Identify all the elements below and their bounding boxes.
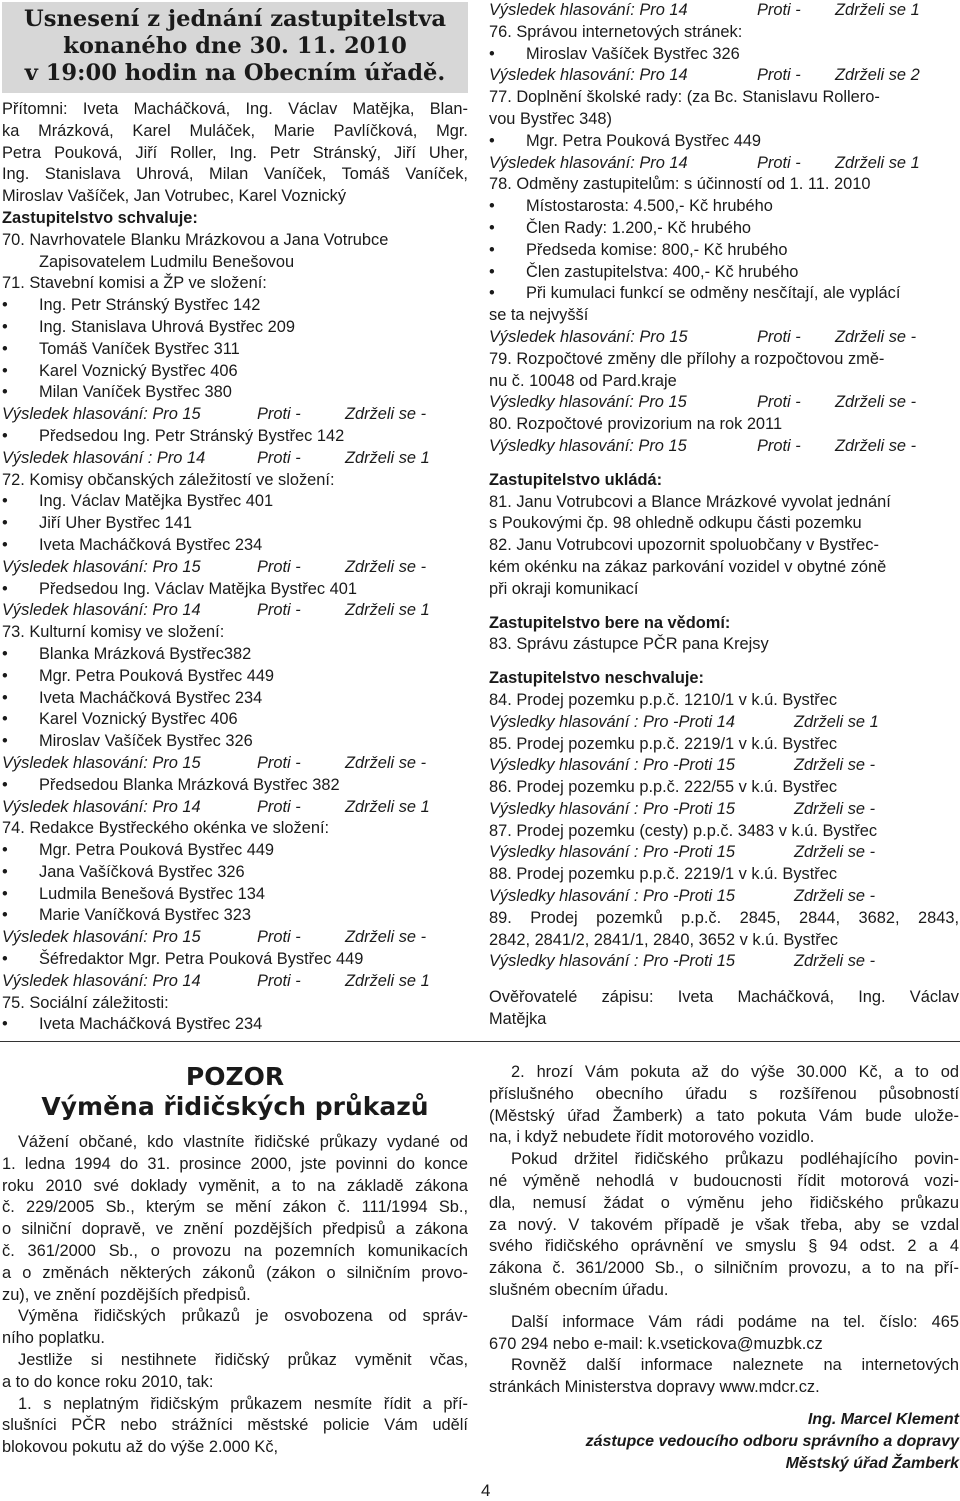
item-82-cont: při okraji komunikací: [489, 579, 639, 598]
item-85: 85. Prodej pozemku p.p.č. 2219/1 v k.ú. Bystřec: [489, 734, 838, 753]
vote-abstain: Zdrželi se 1: [345, 448, 430, 467]
vote-abstain: Zdrželi se -: [794, 843, 876, 862]
verifiers-cont: Matějka: [489, 1010, 547, 1029]
notice-line: slušném obecním úřadu.: [489, 1280, 669, 1299]
vote-against: Proti -: [257, 797, 301, 816]
signature-office: Městský úřad Žamberk: [785, 1454, 959, 1472]
item-87: 87. Prodej pozemku (cesty) p.p.č. 3483 v k.ú. Bystřec: [489, 821, 878, 840]
imposes-heading: Zastupitelstvo ukládá:: [489, 470, 663, 489]
notice-line: (Městský úřad Žamberk) a tato pokuta Vám bude ulože-: [489, 1106, 959, 1125]
notice-line: stránkách Ministerstva dopravy www.mdcr.cz.: [489, 1378, 820, 1397]
vote-abstain: Zdrželi se -: [794, 887, 876, 906]
vote-abstain: Zdrželi se 1: [835, 153, 920, 172]
vote-abstain: Zdrželi se -: [345, 405, 427, 424]
notice-line: Vážení občané, kdo vlastníte řidičské průkazy vydané od: [18, 1133, 468, 1151]
list-item: • Místostarosta: 4.500,- Kč hrubého: [489, 196, 959, 218]
notice-line: č. 361/2000 Sb., o provozu na pozemních komunikacích: [2, 1241, 468, 1260]
notice-line: Jestliže si nestihnete řidičský průkaz vyměnit včas,: [18, 1350, 468, 1369]
present-line: Ing. Stanislava Uhrová, Milan Vaníček, Tomáš Vaníček,: [2, 165, 468, 184]
notice-line: slušníci PČR nebo strážníci městské policie Vám udělí: [2, 1416, 468, 1435]
list-item: • Miroslav Vašíček Bystřec 326: [2, 731, 468, 753]
notice-heading: POZOR: [185, 1062, 285, 1091]
list-item: • Miroslav Vašíček Bystřec 326: [489, 44, 959, 66]
vote-result: [489, 65, 959, 87]
list-item: • Předsedou Ing. Václav Matějka Bystřec 401: [2, 579, 468, 601]
vote-for: Výsledek hlasování: Pro 15: [2, 753, 201, 772]
list-item: • Ing. Václav Matějka Bystřec 401: [2, 491, 468, 513]
title-line: konaného dne 30. 11. 2010: [63, 33, 407, 59]
vote-for: Výsledek hlasování: Pro 15: [489, 327, 688, 346]
item-72: 72. Komisy občanských záležitostí ve složení:: [2, 470, 335, 489]
notice-subheading: Výměna řidičských průkazů: [41, 1092, 429, 1121]
list-item: • Jana Vašíčková Bystřec 326: [2, 862, 468, 884]
notice-line: Rovněž další informace naleznete na internetových: [511, 1356, 959, 1375]
title-line: Usnesení z jednání zastupitelstva: [24, 6, 446, 32]
signature-name: Ing. Marcel Klement: [807, 1410, 959, 1428]
item-75: 75. Sociální záležitosti:: [2, 993, 169, 1012]
notice-line: Výměna řidičských průkazů je osvobozena od správ-: [18, 1307, 468, 1326]
list-item: • Blanka Mrázková Bystřec382: [2, 644, 468, 666]
list-item: • Marie Vaníčková Bystřec 323: [2, 905, 468, 927]
vote-for: Výsledek hlasování: Pro 15: [2, 928, 201, 947]
vote-for: Výsledek hlasování: Pro 15: [2, 557, 201, 576]
vote-for: Výsledek hlasování: Pro 14: [489, 153, 688, 172]
notice-line: ního poplatku.: [2, 1329, 105, 1348]
vote-abstain: Zdrželi se 1: [345, 797, 430, 816]
vote-against: Proti -: [257, 557, 301, 576]
vote-for: Výsledky hlasování : Pro -Proti 15: [489, 952, 735, 971]
vote-result: [2, 557, 468, 579]
list-item: • Mgr. Petra Pouková Bystřec 449: [2, 840, 468, 862]
list-item: • Milan Vaníček Bystřec 380: [2, 382, 468, 404]
signature-role: zástupce vedoucího odboru správního a dopravy: [585, 1432, 959, 1450]
notice-line: né výměně nehodlá v budoucnosti řídit motorová vozi-: [489, 1171, 959, 1190]
list-item: • Při kumulaci funkcí se odměny nesčítají, ale vyplácí: [489, 283, 959, 305]
vote-result: [489, 153, 959, 175]
right-column: [489, 0, 959, 1031]
list-item: • Člen Rady: 1.200,- Kč hrubého: [489, 218, 959, 240]
list-item: • Šéfredaktor Mgr. Petra Pouková Bystřec 449: [2, 949, 468, 971]
list-item: • Ludmila Benešová Bystřec 134: [2, 884, 468, 906]
vote-for: Výsledek hlasování: Pro 14: [489, 66, 688, 85]
vote-result: [2, 971, 468, 993]
vote-for: Výsledek hlasování : Pro 14: [2, 448, 206, 467]
notice-line: 1. ledna 1994 do 31. prosince 2000, jste povinni do konce: [2, 1154, 468, 1173]
left-column: [2, 2, 468, 1036]
list-item: • Předsedou Ing. Petr Stránský Bystřec 142: [2, 426, 468, 448]
vote-result: [2, 797, 468, 819]
vote-abstain: Zdrželi se 1: [345, 601, 430, 620]
notice-line: Další informace Vám rádi podáme na tel. číslo: 465: [511, 1312, 959, 1331]
vote-against: Proti -: [757, 327, 801, 346]
vote-abstain: Zdrželi se -: [835, 436, 917, 455]
notice-line: č. 229/2005 Sb., kterým se mění zákon č. 111/1994 Sb.,: [2, 1198, 468, 1217]
item-89-cont: 2842, 2841/2, 2841/1, 2840, 3652 v k.ú. Bystřec: [489, 930, 839, 949]
notice-line: na, i když nebudete řídit motorového vozidlo.: [489, 1128, 815, 1147]
item-77: 77. Doplnění školské rady: (za Bc. Stanislavu Rollero-: [489, 88, 880, 107]
item-89: 89. Prodej pozemků p.p.č. 2845, 2844, 3682, 2843,: [489, 908, 959, 927]
present-line: ka Mrázková, Karel Muláček, Marie Pavlíčková, Mgr.: [2, 121, 468, 140]
vote-for: Výsledky hlasování : Pro -Proti 15: [489, 887, 735, 906]
vote-against: Proti -: [257, 971, 301, 990]
list-item: • Tomáš Vaníček Bystřec 311: [2, 339, 468, 361]
vote-against: Proti -: [257, 405, 301, 424]
list-item: • Člen zastupitelstva: 400,- Kč hrubého: [489, 262, 959, 284]
notice-line: příslušného obecního úřadu s rozšířenou působností: [489, 1084, 959, 1103]
list-item: • Ing. Petr Stránský Bystřec 142: [2, 295, 468, 317]
list-item: • Iveta Macháčková Bystřec 234: [2, 535, 468, 557]
list-item: • Iveta Macháčková Bystřec 234: [2, 688, 468, 710]
vote-result: [489, 842, 959, 864]
vote-abstain: Zdrželi se -: [835, 393, 917, 412]
item-81: 81. Janu Votrubcovi a Blance Mrázkové vyvolat jednání: [489, 492, 891, 511]
vote-result: [2, 927, 468, 949]
item-82: 82. Janu Votrubcovi upozornit spoluobčany v Bystřec-: [489, 536, 879, 555]
present-line: Přítomni: Iveta Macháčková, Ing. Václav Matějka, Blan-: [2, 100, 468, 118]
vote-for: Výsledek hlasování: Pro 14: [2, 797, 201, 816]
vote-result: [489, 436, 959, 458]
section-divider: [0, 1041, 960, 1042]
notice-line: Pokud držitel řidičského průkazu podléhajícího povin-: [511, 1150, 959, 1169]
vote-result: [489, 886, 959, 908]
present-line: Petra Pouková, Jiří Roller, Ing. Petr Stránský, Jiří Uher,: [2, 143, 468, 162]
item-79-cont: nu č. 10048 od Pard.kraje: [489, 371, 677, 390]
notice-line: a o změnách některých zákonů (zákon o silničním provo-: [2, 1263, 468, 1282]
vote-against: Proti -: [757, 153, 801, 172]
present-line: Miroslav Vašíček, Jan Votrubec, Karel Voznický: [2, 187, 347, 206]
list-item: • Karel Voznický Bystřec 406: [2, 361, 468, 383]
vote-for: Výsledek hlasování: Pro 14: [2, 601, 201, 620]
item-83: 83. Správu zástupce PČR pana Krejsy: [489, 635, 769, 654]
vote-against: Proti -: [257, 928, 301, 947]
item-84: 84. Prodej pozemku p.p.č. 1210/1 v k.ú. Bystřec: [489, 690, 838, 709]
vote-result: [2, 404, 468, 426]
item-86: 86. Prodej pozemku p.p.č. 222/55 v k.ú. Bystřec: [489, 778, 838, 797]
vote-for: Výsledky hlasování : Pro -Proti 15: [489, 799, 735, 818]
notice-line: a to do konce roku 2010, tak:: [2, 1372, 214, 1391]
vote-for: Výsledky hlasování : Pro -Proti 14: [489, 712, 735, 731]
notes-heading: Zastupitelstvo bere na vědomí:: [489, 613, 731, 632]
item-76: 76. Správou internetových stránek:: [489, 22, 743, 41]
vote-against: Proti -: [757, 1, 801, 19]
notice-line: o silniční dopravě, ve znění pozdějších předpisů a zákona: [2, 1220, 468, 1239]
notice-line: roku 2010 své doklady vyměnit, a to na základě zákona: [2, 1176, 468, 1195]
vote-for: Výsledek hlasování: Pro 15: [2, 405, 201, 424]
item-77-cont: vou Bystřec 348): [489, 109, 612, 128]
resolution-title: [2, 2, 468, 93]
vote-abstain: Zdrželi se -: [345, 928, 427, 947]
vote-for: Výsledky hlasování : Pro -Proti 15: [489, 756, 735, 775]
vote-result: [2, 448, 468, 470]
item-79: 79. Rozpočtové změny dle přílohy a rozpočtovou změ-: [489, 349, 885, 368]
list-item: • Mgr. Petra Pouková Bystřec 449: [2, 666, 468, 688]
vote-abstain: Zdrželi se 2: [835, 66, 920, 85]
title-line: v 19:00 hodin na Obecním úřadě.: [24, 60, 446, 86]
vote-against: Proti -: [757, 66, 801, 85]
item-82-cont: kém okénku na zákaz parkování vozidel v obytné zóně: [489, 557, 887, 576]
vote-result: [2, 753, 468, 775]
vote-against: Proti -: [257, 753, 301, 772]
vote-abstain: Zdrželi se -: [835, 327, 917, 346]
notice-right: [489, 1062, 959, 1474]
vote-for: Výsledek hlasování: Pro 14: [2, 971, 201, 990]
notice-line: 2. hrozí Vám pokuta až do výše 30.000 Kč, a to od: [511, 1063, 959, 1081]
list-item: • Mgr. Petra Pouková Bystřec 449: [489, 131, 959, 153]
vote-abstain: Zdrželi se 1: [794, 712, 879, 731]
item-71: 71. Stavební komisi a ŽP ve složení:: [2, 274, 267, 293]
vote-abstain: Zdrželi se 1: [835, 1, 920, 19]
list-item: • Iveta Macháčková Bystřec 234: [2, 1014, 468, 1036]
item-80: 80. Rozpočtové provizorium na rok 2011: [489, 415, 783, 434]
vote-abstain: Zdrželi se 1: [345, 971, 430, 990]
item-81-cont: s Poukovými čp. 98 ohledně odkupu části pozemku: [489, 514, 862, 533]
vote-against: Proti -: [257, 448, 301, 467]
list-item: • Předsedou Blanka Mrázková Bystřec 382: [2, 775, 468, 797]
notice-line: za nový. V takovém případě je však třeba, aby se vzdal: [489, 1215, 959, 1234]
vote-result: [489, 755, 959, 777]
item-73: 73. Kulturní komisy ve složení:: [2, 623, 225, 642]
notice-line: 670 294 nebo e-mail: k.vsetickova@muzbk.cz: [489, 1334, 823, 1353]
item-78: 78. Odměny zastupitelům: s účinností od 1. 11. 2010: [489, 175, 871, 194]
list-item-cont: se ta nejvyšší: [489, 306, 589, 325]
vote-against: Proti -: [757, 436, 801, 455]
vote-result: [489, 799, 959, 821]
notice-line: zákona č. 361/2000 Sb., o silničním provozu, a to na pří-: [489, 1259, 959, 1278]
vote-result: [489, 327, 959, 349]
vote-result: [489, 712, 959, 734]
page-number: 4: [481, 1481, 491, 1500]
vote-result: [2, 600, 468, 622]
vote-for: Výsledky hlasování: Pro 15: [489, 393, 687, 412]
notice-line: blokovou pokutu až do výše 2.000 Kč,: [2, 1438, 279, 1457]
verifiers: Ověřovatelé zápisu: Iveta Macháčková, Ing. Václav: [489, 988, 959, 1007]
list-item: • Jiří Uher Bystřec 141: [2, 513, 468, 535]
item-74: 74. Redakce Bystřeckého okénka ve složení:: [2, 819, 330, 838]
vote-for: Výsledky hlasování : Pro -Proti 15: [489, 843, 735, 862]
notice-line: dla, nemusí žádat o výměnu jeho řidičského průkazu: [489, 1193, 959, 1212]
vote-abstain: Zdrželi se -: [794, 799, 876, 818]
notice-line: zu), ve znění pozdějších předpisů.: [2, 1285, 251, 1304]
vote-result: [489, 951, 959, 973]
list-item: • Ing. Stanislava Uhrová Bystřec 209: [2, 317, 468, 339]
vote-for: Výsledek hlasování: Pro 14: [489, 1, 688, 19]
rejects-heading: Zastupitelstvo neschvaluje:: [489, 669, 704, 688]
vote-against: Proti -: [757, 393, 801, 412]
notice-line: 1. s neplatným řidičským průkazem nesmíte řídit a pří-: [18, 1394, 468, 1413]
item-70-cont: Zapisovatelem Ludmilu Benešovou: [39, 252, 295, 271]
vote-result: [489, 392, 959, 414]
vote-for: Výsledky hlasování: Pro 15: [489, 436, 687, 455]
vote-abstain: Zdrželi se -: [794, 756, 876, 775]
vote-abstain: Zdrželi se -: [345, 753, 427, 772]
vote-abstain: Zdrželi se -: [345, 557, 427, 576]
approves-heading: Zastupitelstvo schvaluje:: [2, 208, 198, 227]
vote-result: [489, 0, 959, 22]
item-70: 70. Navrhovatele Blanku Mrázkovou a Jana Votrubce: [2, 230, 389, 249]
list-item: • Karel Voznický Bystřec 406: [2, 709, 468, 731]
vote-abstain: Zdrželi se -: [794, 952, 876, 971]
notice-left: [2, 1062, 468, 1459]
item-88: 88. Prodej pozemku p.p.č. 2219/1 v k.ú. Bystřec: [489, 865, 838, 884]
notice-line: svého řidičského oprávnění ve smyslu § 94 odst. 2 a 4: [489, 1237, 959, 1256]
vote-against: Proti -: [257, 601, 301, 620]
list-item: • Předseda komise: 800,- Kč hrubého: [489, 240, 959, 262]
